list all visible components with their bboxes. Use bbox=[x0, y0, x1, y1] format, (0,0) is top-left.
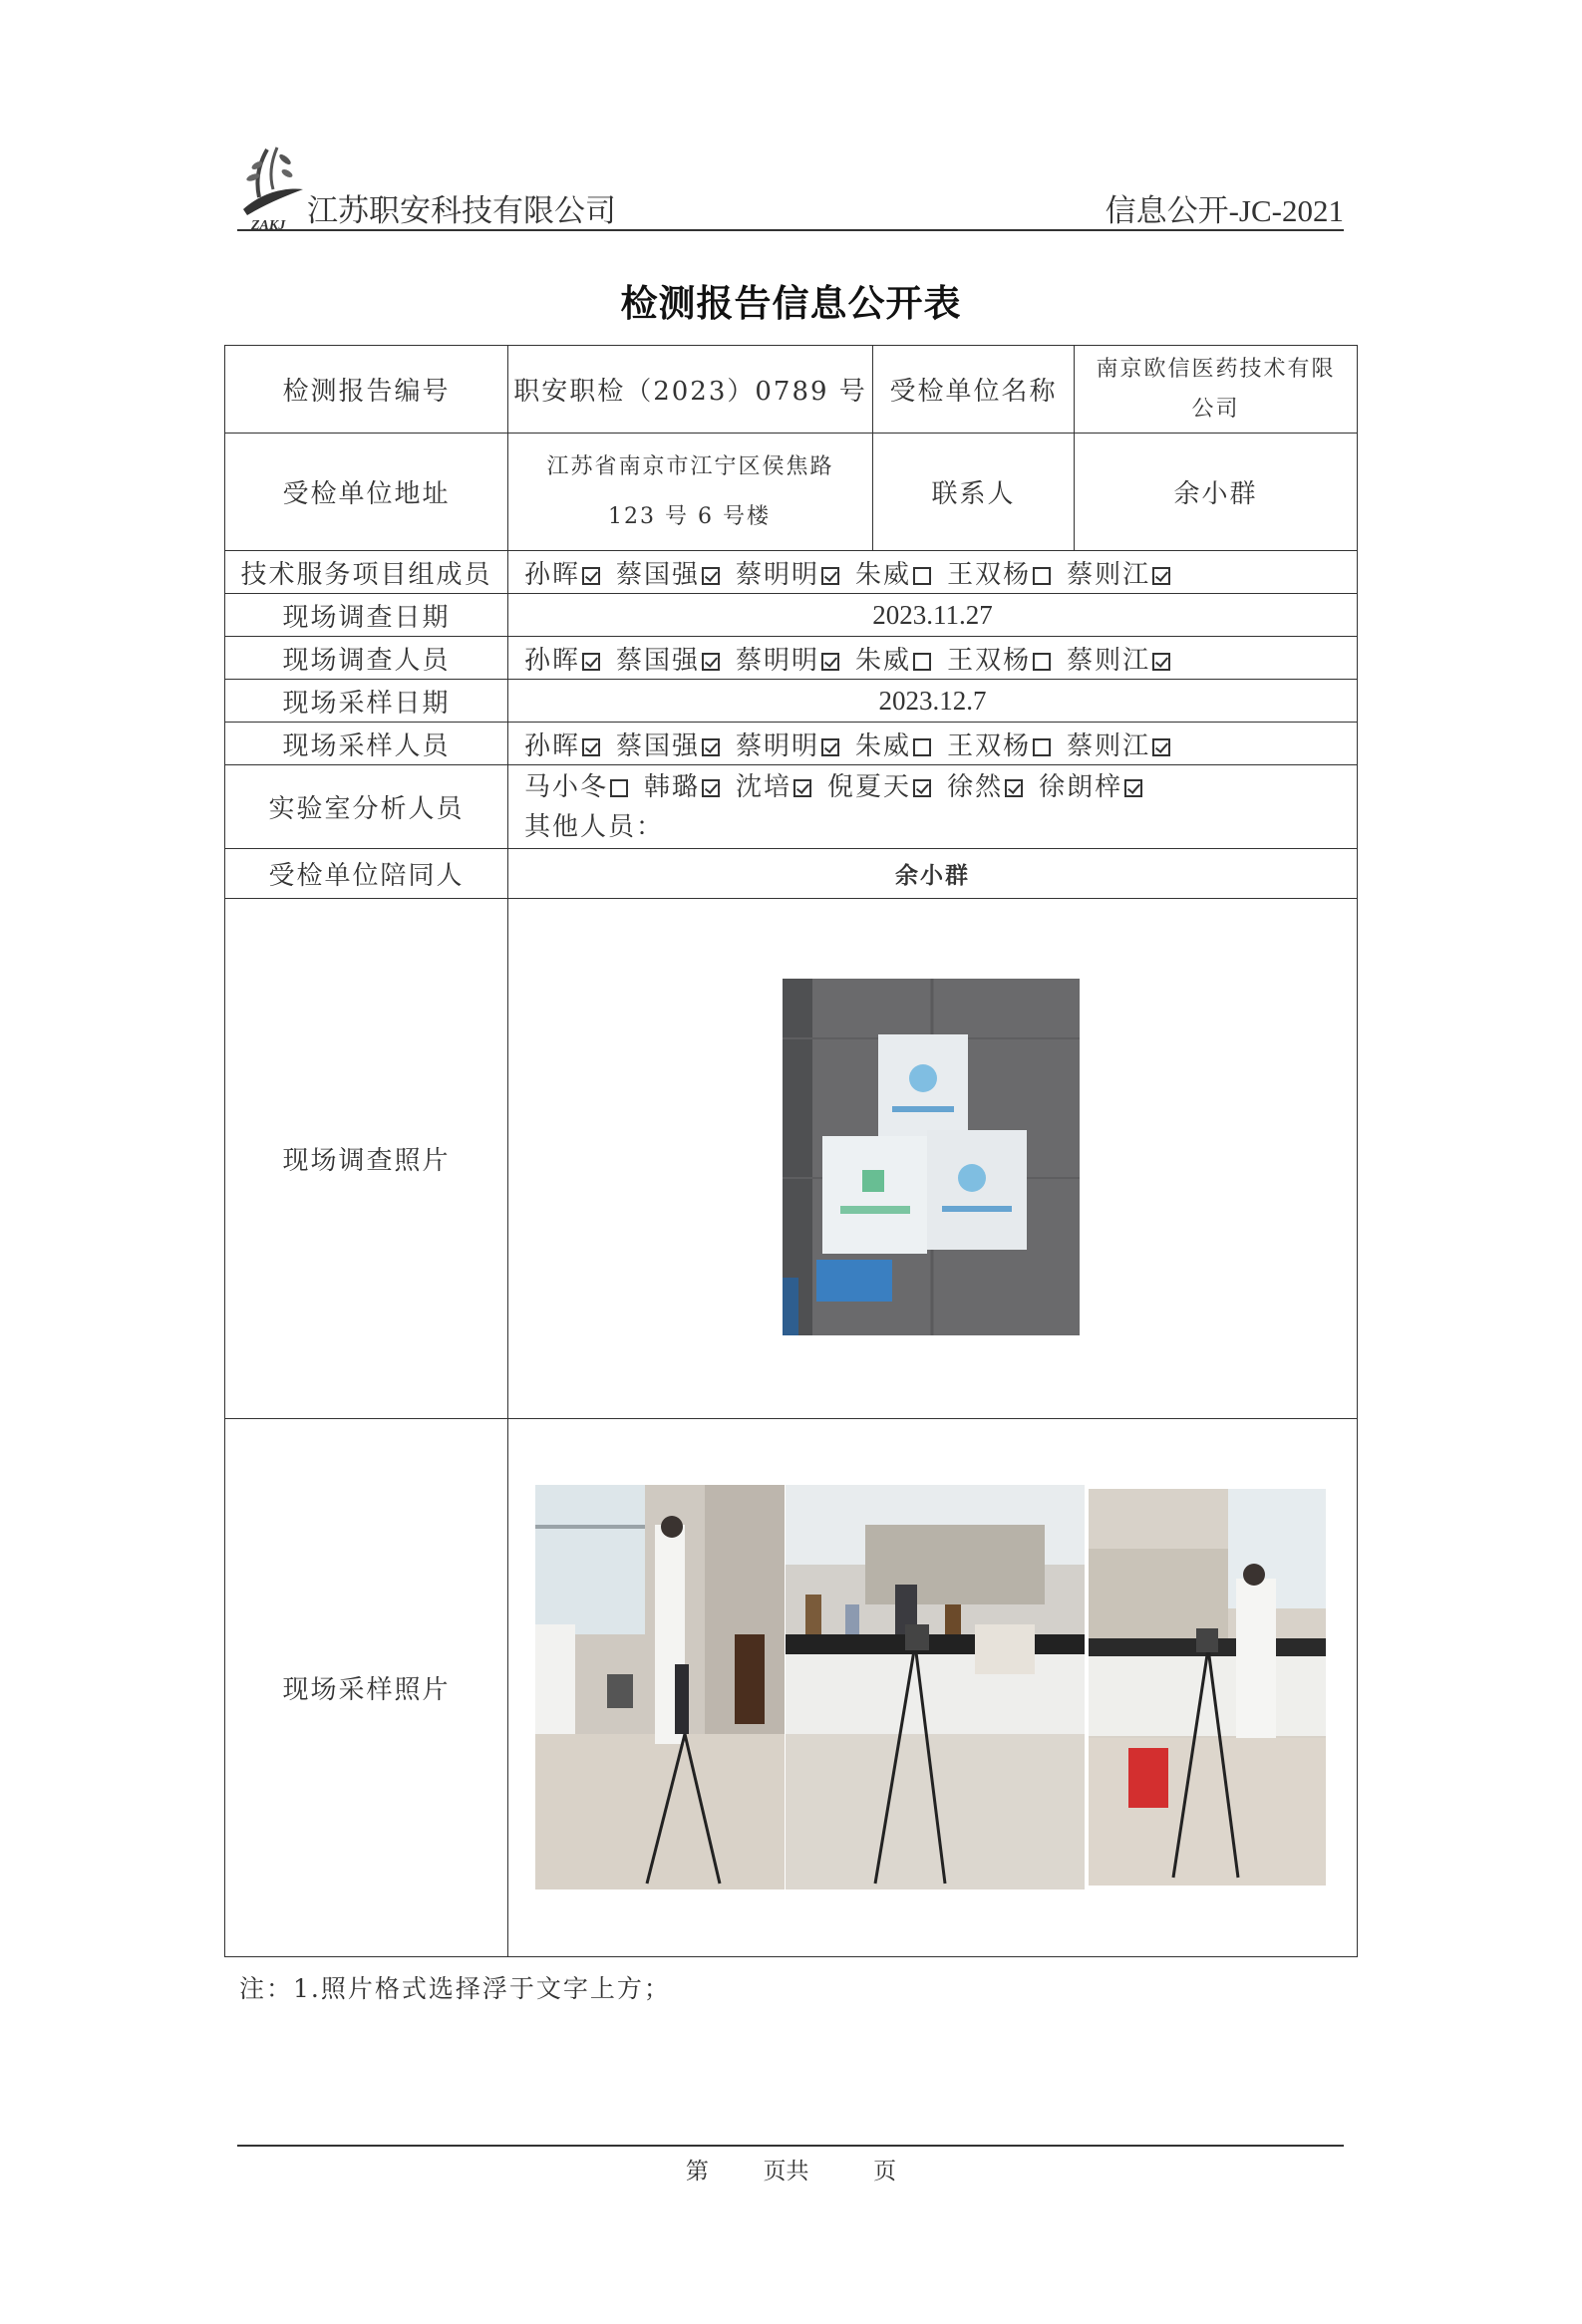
sampling-photo-3 bbox=[1089, 1489, 1326, 1886]
checkbox-checked bbox=[582, 738, 600, 756]
sampling-photo-cell bbox=[508, 1419, 1358, 1957]
checkbox-checked bbox=[1124, 779, 1142, 797]
report-no-value: 职安职检（2023）0789 号 bbox=[508, 346, 873, 434]
survey-photo-label: 现场调查照片 bbox=[225, 899, 508, 1419]
checkbox-checked bbox=[821, 738, 839, 756]
survey-photo bbox=[783, 979, 1080, 1335]
checkbox-checked bbox=[913, 779, 931, 797]
escort-label: 受检单位陪同人 bbox=[225, 849, 508, 899]
address-line-2: 123 号 6 号楼 bbox=[608, 503, 771, 529]
checkbox-checked bbox=[1152, 738, 1170, 756]
footer-page-prefix: 第 bbox=[685, 2159, 709, 2184]
survey-date-value: 2023.11.27 bbox=[508, 594, 1358, 637]
address-label: 受检单位地址 bbox=[225, 434, 508, 551]
checkbox-checked bbox=[582, 653, 600, 671]
checkbox-checked bbox=[793, 779, 811, 797]
lab-staff-label: 实验室分析人员 bbox=[225, 765, 508, 849]
checkbox-checked bbox=[821, 567, 839, 585]
checkbox-checked bbox=[1005, 779, 1023, 797]
checkbox-unchecked bbox=[913, 738, 931, 756]
header-divider bbox=[237, 229, 1344, 231]
info-table bbox=[224, 345, 1358, 1957]
checkbox-unchecked bbox=[913, 653, 931, 671]
team-label: 技术服务项目组成员 bbox=[225, 551, 508, 594]
member-2: 蔡国强 bbox=[616, 560, 736, 590]
checkbox-checked bbox=[702, 653, 720, 671]
checkbox-checked bbox=[582, 567, 600, 585]
member-3: 蔡明明 bbox=[736, 560, 855, 590]
checkbox-checked bbox=[702, 738, 720, 756]
member-6: 蔡则江 bbox=[1067, 560, 1186, 590]
sampling-staff-label: 现场采样人员 bbox=[225, 723, 508, 765]
checkbox-checked bbox=[1152, 653, 1170, 671]
escort-value: 余小群 bbox=[508, 849, 1358, 899]
page-footer bbox=[0, 2153, 1582, 2185]
sampling-date-value: 2023.12.7 bbox=[508, 680, 1358, 723]
address-value bbox=[508, 434, 873, 551]
member-5: 王双杨 bbox=[947, 560, 1067, 590]
page-title: 检测报告信息公开表 bbox=[620, 281, 962, 325]
sampling-date-label: 现场采样日期 bbox=[225, 680, 508, 723]
sampling-photo-1 bbox=[535, 1485, 785, 1889]
member-1: 孙晖 bbox=[524, 560, 616, 590]
checkbox-checked bbox=[1152, 567, 1170, 585]
sampling-photo-label: 现场采样照片 bbox=[225, 1419, 508, 1957]
team-members bbox=[508, 551, 1358, 594]
page-note: 注：1.照片格式选择浮于文字上方； bbox=[239, 1974, 671, 2003]
unit-name-label: 受检单位名称 bbox=[873, 346, 1075, 434]
checkbox-unchecked bbox=[1033, 738, 1051, 756]
checkbox-unchecked bbox=[913, 567, 931, 585]
page-header bbox=[237, 140, 1344, 231]
checkbox-unchecked bbox=[610, 779, 628, 797]
contact-value: 余小群 bbox=[1075, 434, 1358, 551]
checkbox-checked bbox=[821, 653, 839, 671]
company-logo bbox=[237, 145, 309, 233]
sampling-staff: 孙晖 蔡国强 蔡明明 朱威 王双杨 蔡则江 bbox=[508, 723, 1358, 765]
address-line-1: 江苏省南京市江宁区侯焦路 bbox=[546, 453, 834, 479]
checkbox-checked bbox=[702, 779, 720, 797]
survey-staff: 孙晖 蔡国强 蔡明明 朱威 王双杨 蔡则江 bbox=[508, 637, 1358, 680]
lab-other-staff: 其他人员： bbox=[524, 811, 665, 842]
survey-photo-cell bbox=[508, 899, 1358, 1419]
document-code: 信息公开-JC-2021 bbox=[1105, 193, 1344, 228]
checkbox-unchecked bbox=[1033, 653, 1051, 671]
report-no-label: 检测报告编号 bbox=[225, 346, 508, 434]
footer-page-mid: 页共 bbox=[763, 2159, 809, 2184]
svg-text:ZAKJ: ZAKJ bbox=[251, 218, 286, 233]
checkbox-unchecked bbox=[1033, 567, 1051, 585]
survey-staff-label: 现场调查人员 bbox=[225, 637, 508, 680]
footer-page-suffix: 页 bbox=[873, 2159, 897, 2184]
sampling-photo-2 bbox=[786, 1485, 1085, 1889]
footer-divider bbox=[237, 2145, 1344, 2147]
company-name: 江苏职安科技有限公司 bbox=[307, 193, 616, 229]
survey-date-label: 现场调查日期 bbox=[225, 594, 508, 637]
lab-members: 马小冬 韩璐 沈培 倪夏天 徐然 徐朗梓 bbox=[524, 767, 1357, 807]
unit-name-value: 南京欧信医药技术有限公司 bbox=[1075, 346, 1358, 434]
member-4: 朱威 bbox=[855, 560, 947, 590]
contact-label: 联系人 bbox=[873, 434, 1075, 551]
checkbox-checked bbox=[702, 567, 720, 585]
lab-staff bbox=[508, 765, 1358, 849]
